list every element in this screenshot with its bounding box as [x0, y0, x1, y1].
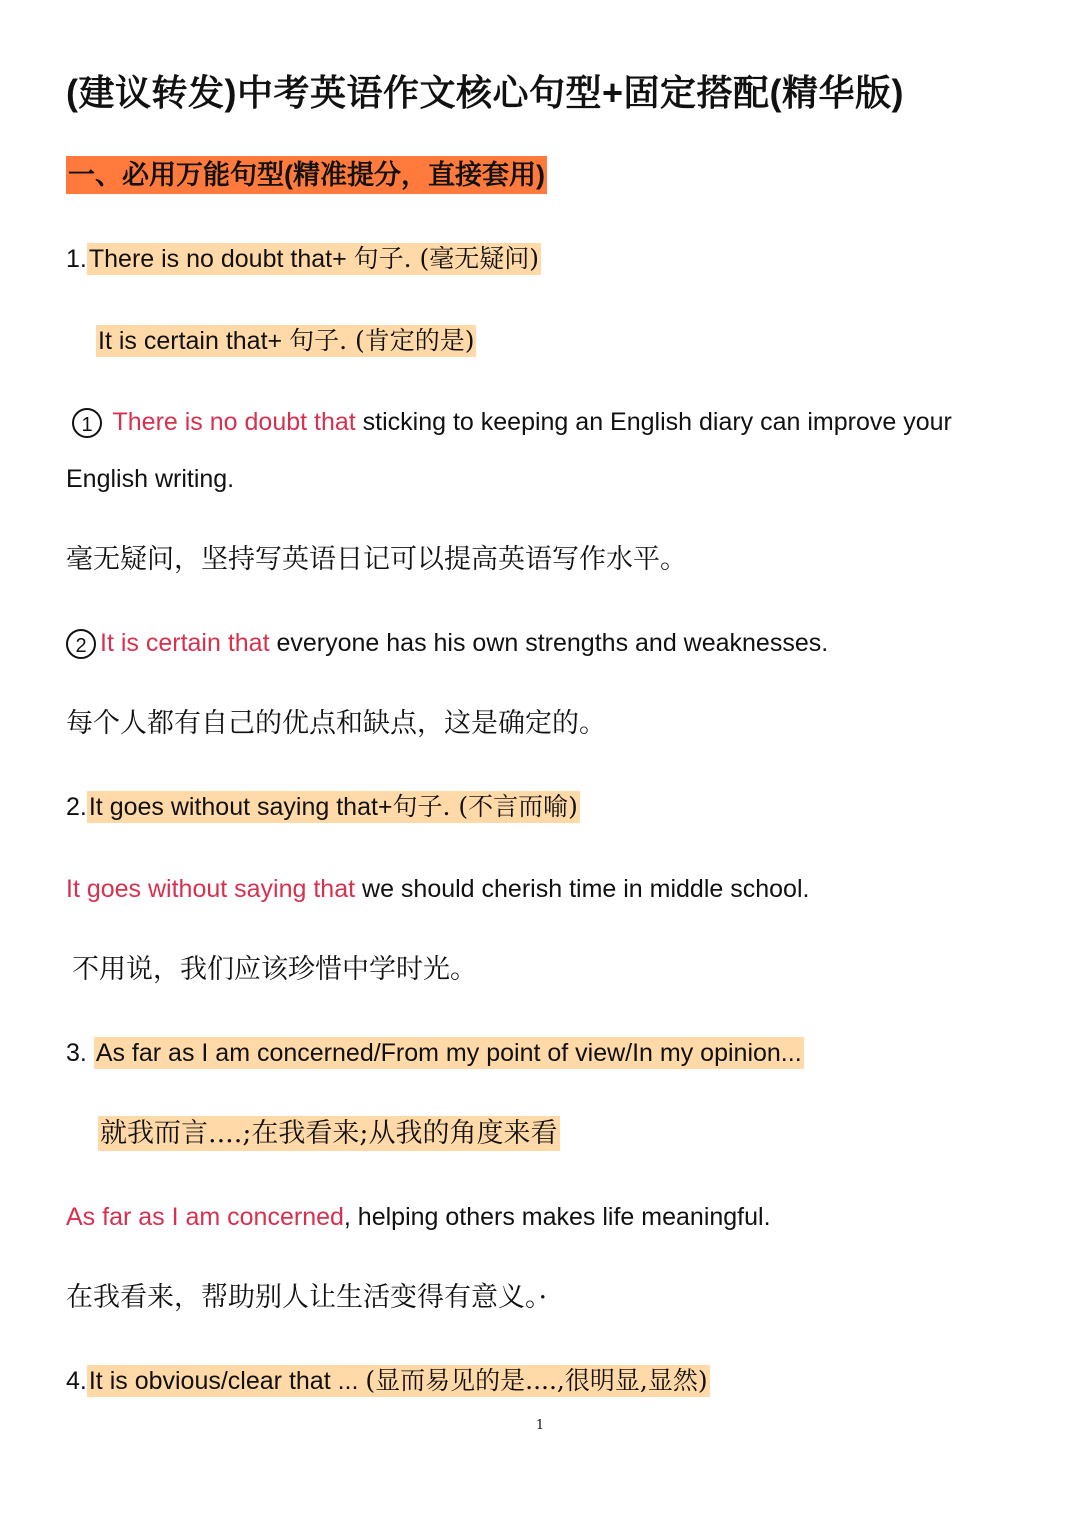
highlighted-pattern: 就我而言....;在我看来;从我的角度来看	[100, 1118, 558, 1149]
example-text: , helping others makes life meaningful.	[343, 1203, 771, 1231]
example-key-phrase: It goes without saying that	[66, 875, 356, 903]
highlighted-pattern: As far as I am concerned/From my point of view/In my opinion...	[95, 1039, 802, 1067]
example-text: we should cherish time in middle school.	[355, 875, 810, 903]
item-number: 2.	[66, 793, 87, 821]
item-number: 3.	[66, 1039, 87, 1067]
item-1-pattern	[66, 241, 541, 277]
item-3-translation: 在我看来，帮助别人让生活变得有意义。·	[66, 1282, 548, 1313]
item-3-pattern	[66, 1035, 804, 1071]
example-1-continuation: English writing.	[66, 465, 235, 493]
item-number: 4.	[66, 1367, 87, 1395]
pattern-en: There is no doubt that+	[88, 245, 347, 273]
pattern-en: It is obvious/clear that ...	[88, 1367, 359, 1395]
example-key-phrase: As far as I am concerned	[66, 1203, 344, 1231]
pattern-en: It goes without saying that+	[88, 793, 393, 821]
item-1-alt-pattern	[96, 323, 476, 359]
item-3-example	[66, 1199, 771, 1235]
highlighted-pattern	[87, 1365, 710, 1397]
example-1	[72, 404, 952, 440]
pattern-cn: (显而易见的是....,很明显,显然)	[365, 1366, 708, 1395]
highlighted-pattern	[87, 243, 541, 275]
highlighted-pattern	[96, 325, 476, 357]
pattern-cn: 句子. (不言而喻)	[392, 792, 578, 821]
circled-number: 1	[72, 408, 102, 438]
page-title: (建议转发)中考英语作文核心句型+固定搭配(精华版)	[66, 72, 904, 113]
example-text: sticking to keeping an English diary can improve your	[355, 408, 952, 436]
item-2-pattern	[66, 789, 580, 825]
pattern-en: It is certain that+	[98, 327, 283, 355]
example-key-phrase: It is certain that	[100, 629, 270, 657]
highlighted-pattern	[87, 791, 580, 823]
item-4-pattern	[66, 1363, 710, 1399]
pattern-cn: 句子. (毫无疑问)	[353, 244, 540, 273]
item-2-example	[66, 871, 809, 907]
item-number: 1.	[66, 245, 87, 273]
example-text: everyone has his own strengths and weaknesses.	[269, 629, 829, 657]
example-key-phrase: There is no doubt that	[112, 408, 356, 436]
circled-number: 2	[66, 629, 96, 659]
page-number: 1	[535, 1418, 545, 1433]
item-3-pattern-translation	[98, 1116, 560, 1152]
section-heading: 一、必用万能句型(精准提分，直接套用)	[66, 156, 547, 194]
example-1-translation: 毫无疑问，坚持写英语日记可以提高英语写作水平。	[66, 544, 687, 575]
example-2-translation: 每个人都有自己的优点和缺点，这是确定的。	[66, 708, 606, 739]
item-2-translation: 不用说，我们应该珍惜中学时光。	[72, 954, 477, 985]
pattern-cn: 句子. (肯定的是)	[289, 326, 475, 355]
example-2	[66, 625, 828, 661]
